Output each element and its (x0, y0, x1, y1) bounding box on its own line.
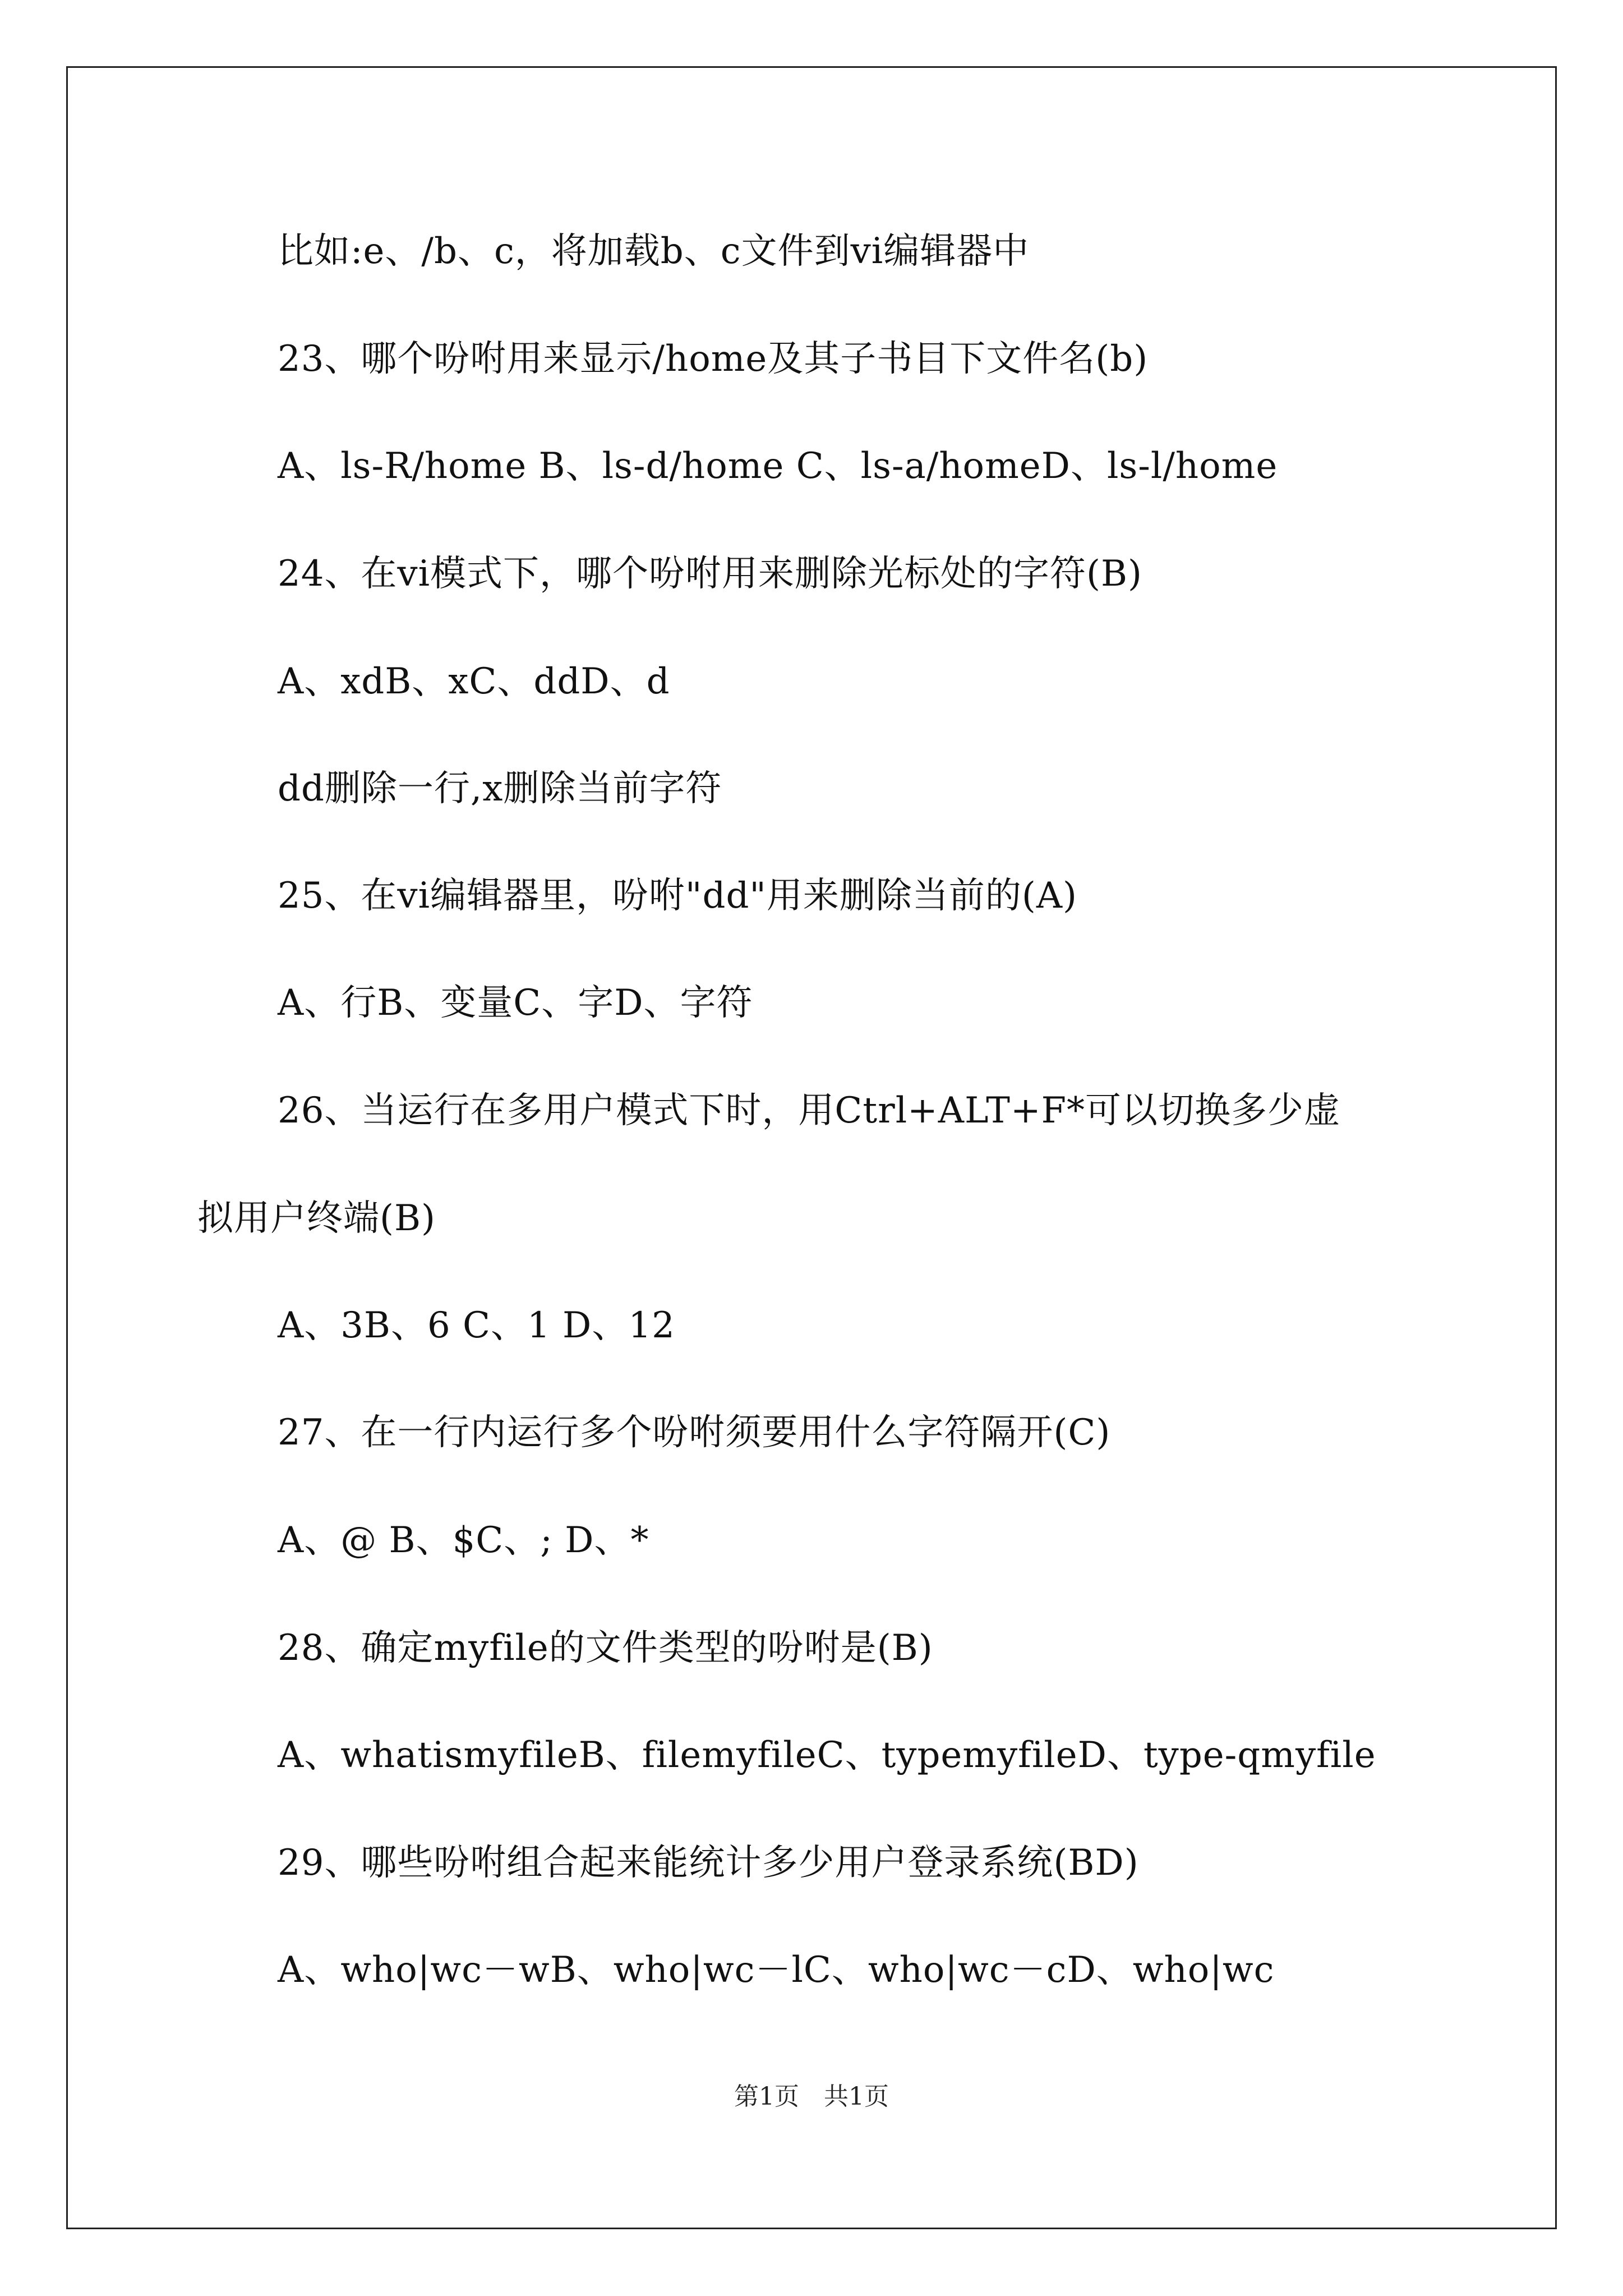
question-26-options: A、3B、6 C、1 D、12 (278, 1305, 675, 1346)
question-26-continued: 拟用户终端(B) (197, 1198, 436, 1239)
question-29: 29、哪些吩咐组合起来能统计多少用户登录系统(BD) (278, 1842, 1139, 1884)
question-24-note: dd删除一行,x删除当前字符 (278, 768, 722, 809)
question-23-options: A、ls-R/home B、ls-d/home C、ls-a/homeD、ls-l/home (278, 445, 1278, 487)
page-border (66, 66, 1557, 2229)
question-25-options: A、行B、变量C、字D、字符 (278, 982, 753, 1024)
question-26: 26、当运行在多用户模式下时，用Ctrl+ALT+F*可以切换多少虚 (278, 1090, 1341, 1131)
question-28: 28、确定myfile的文件类型的吩咐是(B) (278, 1627, 933, 1669)
page-number-footer: 第1页 共1页 (734, 2082, 889, 2111)
question-27: 27、在一行内运行多个吩咐须要用什么字符隔开(C) (278, 1412, 1111, 1453)
question-23: 23、哪个吩咐用来显示/home及其子书目下文件名(b) (278, 338, 1149, 380)
question-25: 25、在vi编辑器里，吩咐"dd"用来删除当前的(A) (278, 875, 1078, 917)
question-24: 24、在vi模式下，哪个吩咐用来删除光标处的字符(B) (278, 553, 1143, 595)
question-24-options: A、xdB、xC、ddD、d (278, 661, 670, 702)
text-line: 比如:e、/b、c，将加载b、c文件到vi编辑器中 (278, 231, 1030, 272)
question-27-options: A、@ B、$C、; D、* (278, 1520, 649, 1561)
question-29-options: A、who|wc－wB、who|wc－lC、who|wc－cD、who|wc (278, 1949, 1275, 1991)
question-28-options: A、whatismyfileB、filemyfileC、typemyfileD、type-qmyfile (278, 1734, 1376, 1776)
